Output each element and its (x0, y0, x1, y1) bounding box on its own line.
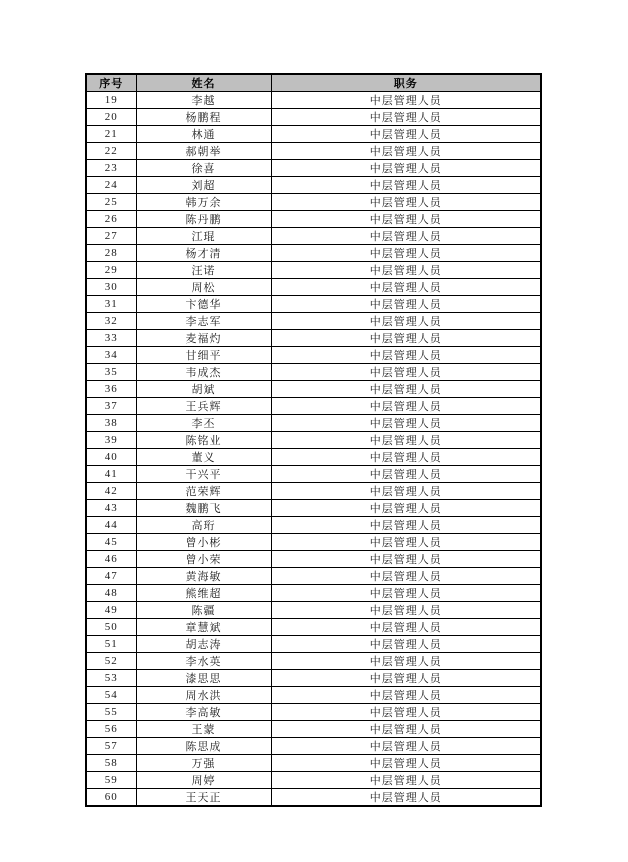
position-cell: 中层管理人员 (271, 449, 541, 466)
row-number-cell: 59 (86, 772, 136, 789)
table-row (86, 364, 541, 381)
name-cell: 魏鹏飞 (136, 500, 271, 517)
position-cell: 中层管理人员 (271, 109, 541, 126)
position-cell: 中层管理人员 (271, 126, 541, 143)
row-number-cell: 55 (86, 704, 136, 721)
row-number-cell: 49 (86, 602, 136, 619)
position-cell: 中层管理人员 (271, 670, 541, 687)
table-row (86, 211, 541, 228)
position-cell: 中层管理人员 (271, 330, 541, 347)
name-cell: 黄海敏 (136, 568, 271, 585)
table-row (86, 534, 541, 551)
name-cell: 杨鹏程 (136, 109, 271, 126)
row-number-cell: 35 (86, 364, 136, 381)
row-number-cell: 38 (86, 415, 136, 432)
table-row (86, 262, 541, 279)
table-row (86, 296, 541, 313)
name-cell: 徐喜 (136, 160, 271, 177)
position-cell: 中层管理人员 (271, 568, 541, 585)
name-cell: 周婷 (136, 772, 271, 789)
position-cell: 中层管理人员 (271, 534, 541, 551)
row-number-cell: 29 (86, 262, 136, 279)
name-cell: 万强 (136, 755, 271, 772)
row-number-cell: 53 (86, 670, 136, 687)
table-row (86, 228, 541, 245)
row-number-cell: 21 (86, 126, 136, 143)
position-cell: 中层管理人员 (271, 177, 541, 194)
row-number-cell: 36 (86, 381, 136, 398)
table-row (86, 466, 541, 483)
name-cell: 李志军 (136, 313, 271, 330)
name-cell: 李丕 (136, 415, 271, 432)
table-row (86, 160, 541, 177)
row-number-cell: 33 (86, 330, 136, 347)
row-number-cell: 25 (86, 194, 136, 211)
position-cell: 中层管理人员 (271, 364, 541, 381)
position-cell: 中层管理人员 (271, 483, 541, 500)
row-number-cell: 43 (86, 500, 136, 517)
table-row (86, 619, 541, 636)
position-cell: 中层管理人员 (271, 194, 541, 211)
name-cell: 汪诺 (136, 262, 271, 279)
name-cell: 董义 (136, 449, 271, 466)
table-row (86, 398, 541, 415)
row-number-cell: 19 (86, 92, 136, 109)
table-row (86, 432, 541, 449)
table-header (86, 74, 541, 92)
position-cell: 中层管理人员 (271, 245, 541, 262)
table-row (86, 245, 541, 262)
position-cell: 中层管理人员 (271, 619, 541, 636)
row-number-cell: 40 (86, 449, 136, 466)
name-cell: 漆思思 (136, 670, 271, 687)
position-cell: 中层管理人员 (271, 721, 541, 738)
table-row (86, 721, 541, 738)
table-row (86, 449, 541, 466)
row-number-cell: 39 (86, 432, 136, 449)
position-cell: 中层管理人员 (271, 160, 541, 177)
name-cell: 王蒙 (136, 721, 271, 738)
position-cell: 中层管理人员 (271, 262, 541, 279)
table-row (86, 143, 541, 160)
row-number-cell: 58 (86, 755, 136, 772)
table-row (86, 109, 541, 126)
table-row (86, 585, 541, 602)
table-row (86, 653, 541, 670)
name-cell: 甘细平 (136, 347, 271, 364)
row-number-cell: 31 (86, 296, 136, 313)
row-number-cell: 24 (86, 177, 136, 194)
position-cell: 中层管理人员 (271, 551, 541, 568)
position-cell: 中层管理人员 (271, 585, 541, 602)
table-row (86, 772, 541, 789)
position-cell: 中层管理人员 (271, 279, 541, 296)
name-cell: 李越 (136, 92, 271, 109)
row-number-cell: 20 (86, 109, 136, 126)
personnel-roster-table (85, 73, 542, 807)
name-cell: 胡志涛 (136, 636, 271, 653)
row-number-cell: 57 (86, 738, 136, 755)
position-cell: 中层管理人员 (271, 602, 541, 619)
position-cell: 中层管理人员 (271, 466, 541, 483)
position-cell: 中层管理人员 (271, 296, 541, 313)
position-cell: 中层管理人员 (271, 636, 541, 653)
row-number-cell: 52 (86, 653, 136, 670)
row-number-cell: 37 (86, 398, 136, 415)
table-row (86, 517, 541, 534)
name-cell: 陈思成 (136, 738, 271, 755)
table-row (86, 755, 541, 772)
name-cell: 熊维超 (136, 585, 271, 602)
table-row (86, 551, 541, 568)
position-cell: 中层管理人员 (271, 228, 541, 245)
table-row (86, 636, 541, 653)
position-cell: 中层管理人员 (271, 653, 541, 670)
row-number-cell: 56 (86, 721, 136, 738)
name-cell: 干兴平 (136, 466, 271, 483)
position-cell: 中层管理人员 (271, 704, 541, 721)
table-row (86, 568, 541, 585)
row-number-cell: 22 (86, 143, 136, 160)
position-cell: 中层管理人员 (271, 381, 541, 398)
row-number-cell: 60 (86, 789, 136, 807)
name-cell: 陈丹鹏 (136, 211, 271, 228)
table-header-row (86, 74, 541, 92)
name-cell: 陈铭业 (136, 432, 271, 449)
table-row (86, 126, 541, 143)
name-cell: 郝朝举 (136, 143, 271, 160)
table-body (86, 92, 541, 807)
table-row (86, 92, 541, 109)
name-cell: 韩万余 (136, 194, 271, 211)
row-number-cell: 47 (86, 568, 136, 585)
position-cell: 中层管理人员 (271, 500, 541, 517)
position-cell: 中层管理人员 (271, 755, 541, 772)
name-cell: 林通 (136, 126, 271, 143)
position-cell: 中层管理人员 (271, 415, 541, 432)
name-cell: 李高敏 (136, 704, 271, 721)
row-number-cell: 45 (86, 534, 136, 551)
name-cell: 卞德华 (136, 296, 271, 313)
position-cell: 中层管理人员 (271, 687, 541, 704)
table-row (86, 381, 541, 398)
name-cell: 王天正 (136, 789, 271, 807)
row-number-cell: 41 (86, 466, 136, 483)
name-cell: 周水洪 (136, 687, 271, 704)
position-cell: 中层管理人员 (271, 313, 541, 330)
row-number-cell: 48 (86, 585, 136, 602)
table-row (86, 347, 541, 364)
table-row (86, 704, 541, 721)
table-row (86, 330, 541, 347)
column-header-name: 姓名 (136, 74, 271, 92)
row-number-cell: 28 (86, 245, 136, 262)
position-cell: 中层管理人员 (271, 738, 541, 755)
row-number-cell: 26 (86, 211, 136, 228)
position-cell: 中层管理人员 (271, 92, 541, 109)
row-number-cell: 30 (86, 279, 136, 296)
position-cell: 中层管理人员 (271, 432, 541, 449)
name-cell: 曾小彬 (136, 534, 271, 551)
position-cell: 中层管理人员 (271, 143, 541, 160)
row-number-cell: 50 (86, 619, 136, 636)
row-number-cell: 44 (86, 517, 136, 534)
table-row (86, 687, 541, 704)
table-row (86, 789, 541, 807)
row-number-cell: 27 (86, 228, 136, 245)
position-cell: 中层管理人员 (271, 211, 541, 228)
table-row (86, 194, 541, 211)
name-cell: 江琨 (136, 228, 271, 245)
table-row (86, 670, 541, 687)
name-cell: 范荣辉 (136, 483, 271, 500)
row-number-cell: 54 (86, 687, 136, 704)
name-cell: 周松 (136, 279, 271, 296)
name-cell: 麦福灼 (136, 330, 271, 347)
table-row (86, 415, 541, 432)
table-row (86, 483, 541, 500)
row-number-cell: 32 (86, 313, 136, 330)
table-row (86, 738, 541, 755)
name-cell: 韦成杰 (136, 364, 271, 381)
row-number-cell: 46 (86, 551, 136, 568)
position-cell: 中层管理人员 (271, 398, 541, 415)
row-number-cell: 34 (86, 347, 136, 364)
table-row (86, 313, 541, 330)
column-header-number: 序号 (86, 74, 136, 92)
name-cell: 刘超 (136, 177, 271, 194)
position-cell: 中层管理人员 (271, 772, 541, 789)
name-cell: 杨才清 (136, 245, 271, 262)
name-cell: 高珩 (136, 517, 271, 534)
name-cell: 胡斌 (136, 381, 271, 398)
table-row (86, 177, 541, 194)
name-cell: 李水英 (136, 653, 271, 670)
row-number-cell: 42 (86, 483, 136, 500)
row-number-cell: 23 (86, 160, 136, 177)
name-cell: 王兵辉 (136, 398, 271, 415)
name-cell: 曾小荣 (136, 551, 271, 568)
table-row (86, 279, 541, 296)
table-row (86, 602, 541, 619)
row-number-cell: 51 (86, 636, 136, 653)
column-header-position: 职务 (271, 74, 541, 92)
position-cell: 中层管理人员 (271, 347, 541, 364)
name-cell: 陈疆 (136, 602, 271, 619)
name-cell: 章慧斌 (136, 619, 271, 636)
position-cell: 中层管理人员 (271, 517, 541, 534)
table-row (86, 500, 541, 517)
position-cell: 中层管理人员 (271, 789, 541, 807)
